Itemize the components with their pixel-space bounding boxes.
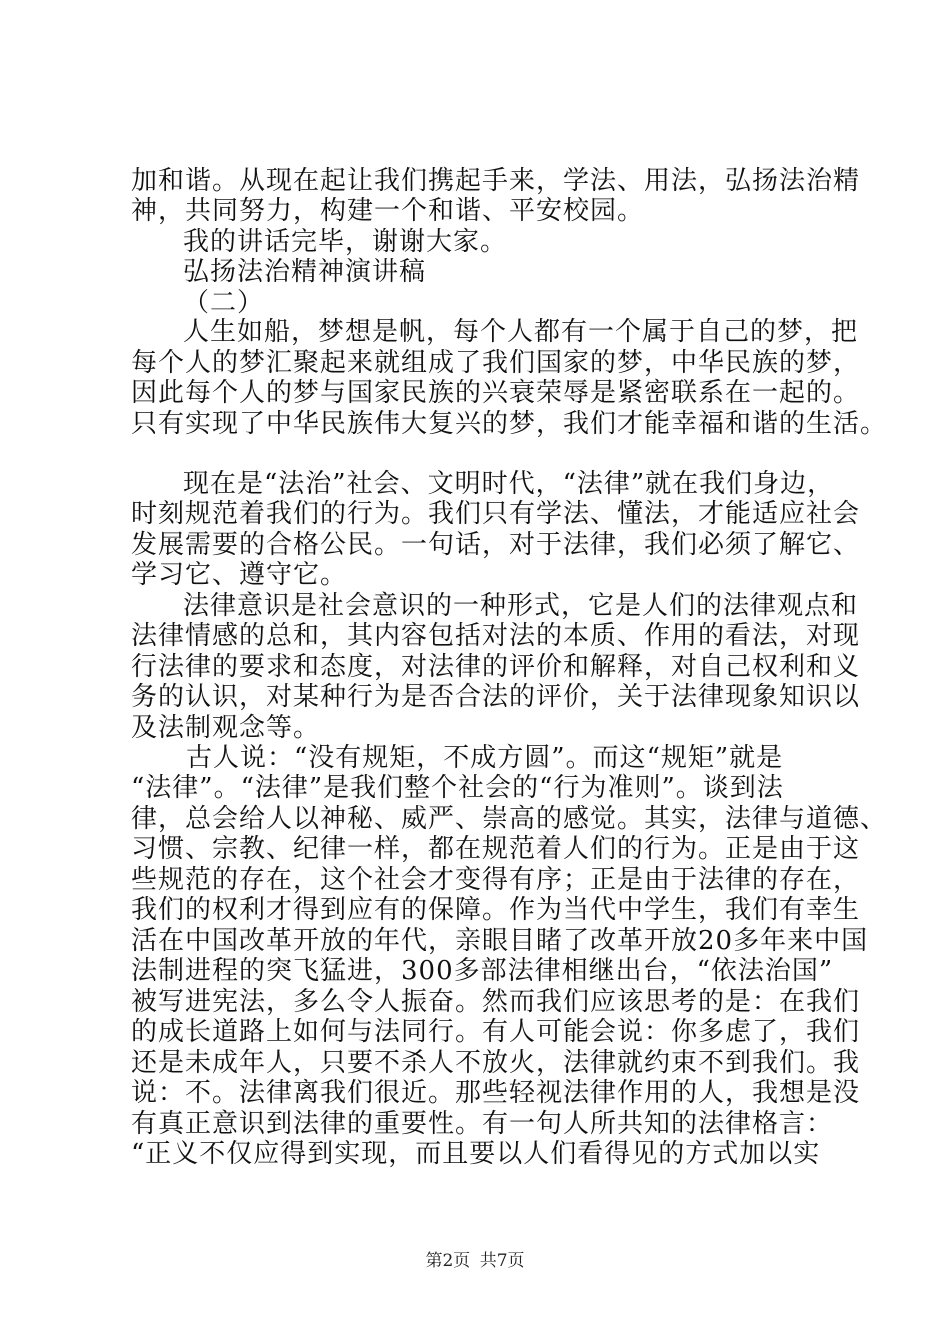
page-total: 共7页 (479, 1251, 525, 1271)
text-line: 我的讲话完毕，谢谢大家。 (183, 227, 508, 257)
text-line: 活在中国改革开放的年代，亲眼目睹了改革开放20多年来中国 (131, 926, 869, 956)
text-line: 发展需要的合格公民。一句话，对于法律，我们必须了解它、 (131, 530, 861, 560)
text-line: “正义不仅应得到实现，而且要以人们看得见的方式加以实 (131, 1139, 821, 1169)
text-line: 的成长道路上如何与法同行。有人可能会说：你多虑了，我们 (131, 1017, 861, 1047)
text-line: 务的认识，对某种行为是否合法的评价，关于法律现象知识以 (131, 682, 861, 712)
text-line: 弘扬法治精神演讲稿 (183, 257, 427, 287)
text-line: 古人说：“没有规矩，不成方圆”。而这“规矩”就是 (186, 743, 784, 773)
page-footer (0, 1246, 950, 1271)
text-line: 被写进宪法，多么令人振奋。然而我们应该思考的是：在我们 (131, 987, 861, 1017)
text-line: 行法律的要求和态度，对法律的评价和解释，对自己权利和义 (131, 652, 861, 682)
text-line: 人生如船，梦想是帆，每个人都有一个属于自己的梦，把 (183, 317, 859, 347)
text-line: “法律”。“法律”是我们整个社会的“行为准则”。谈到法 (131, 773, 784, 803)
text-line: 现在是“法治”社会、文明时代，“法律”就在我们身边， (183, 469, 835, 499)
text-line: 只有实现了中华民族伟大复兴的梦，我们才能幸福和谐的生活。 (131, 409, 888, 439)
text-line: 还是未成年人，只要不杀人不放火，法律就约束不到我们。我 (131, 1048, 861, 1078)
text-line: 习惯、宗教、纪律一样，都在规范着人们的行为。正是由于这 (131, 834, 861, 864)
text-line: 说：不。法律离我们很近。那些轻视法律作用的人，我想是没 (131, 1078, 861, 1108)
text-line: 法律意识是社会意识的一种形式，它是人们的法律观点和 (183, 591, 859, 621)
text-line: 法律情感的总和，其内容包括对法的本质、作用的看法，对现 (131, 621, 861, 651)
page-number: 第2页 (425, 1251, 471, 1271)
text-line: 律，总会给人以神秘、威严、崇高的感觉。其实，法律与道德、 (131, 804, 888, 834)
text-line: 学习它、遵守它。 (131, 560, 348, 590)
text-line: 我们的权利才得到应有的保障。作为当代中学生，我们有幸生 (131, 895, 861, 925)
text-line: 及法制观念等。 (131, 713, 321, 743)
text-line: （二） (183, 288, 265, 318)
text-line: 有真正意识到法律的重要性。有一句人所共知的法律格言： (131, 1109, 834, 1139)
text-line: 因此每个人的梦与国家民族的兴衰荣辱是紧密联系在一起的。 (131, 378, 861, 408)
text-line: 法制进程的突飞猛进，300多部法律相继出台，“依法治国” (131, 956, 834, 986)
text-line: 神，共同努力，构建一个和谐、平安校园。 (131, 196, 645, 226)
text-line: 每个人的梦汇聚起来就组成了我们国家的梦，中华民族的梦， (131, 348, 861, 378)
text-line: 时刻规范着我们的行为。我们只有学法、懂法，才能适应社会 (131, 499, 861, 529)
text-line: 加和谐。从现在起让我们携起手来，学法、用法，弘扬法治精 (131, 166, 861, 196)
text-line: 些规范的存在，这个社会才变得有序；正是由于法律的存在， (131, 865, 861, 895)
